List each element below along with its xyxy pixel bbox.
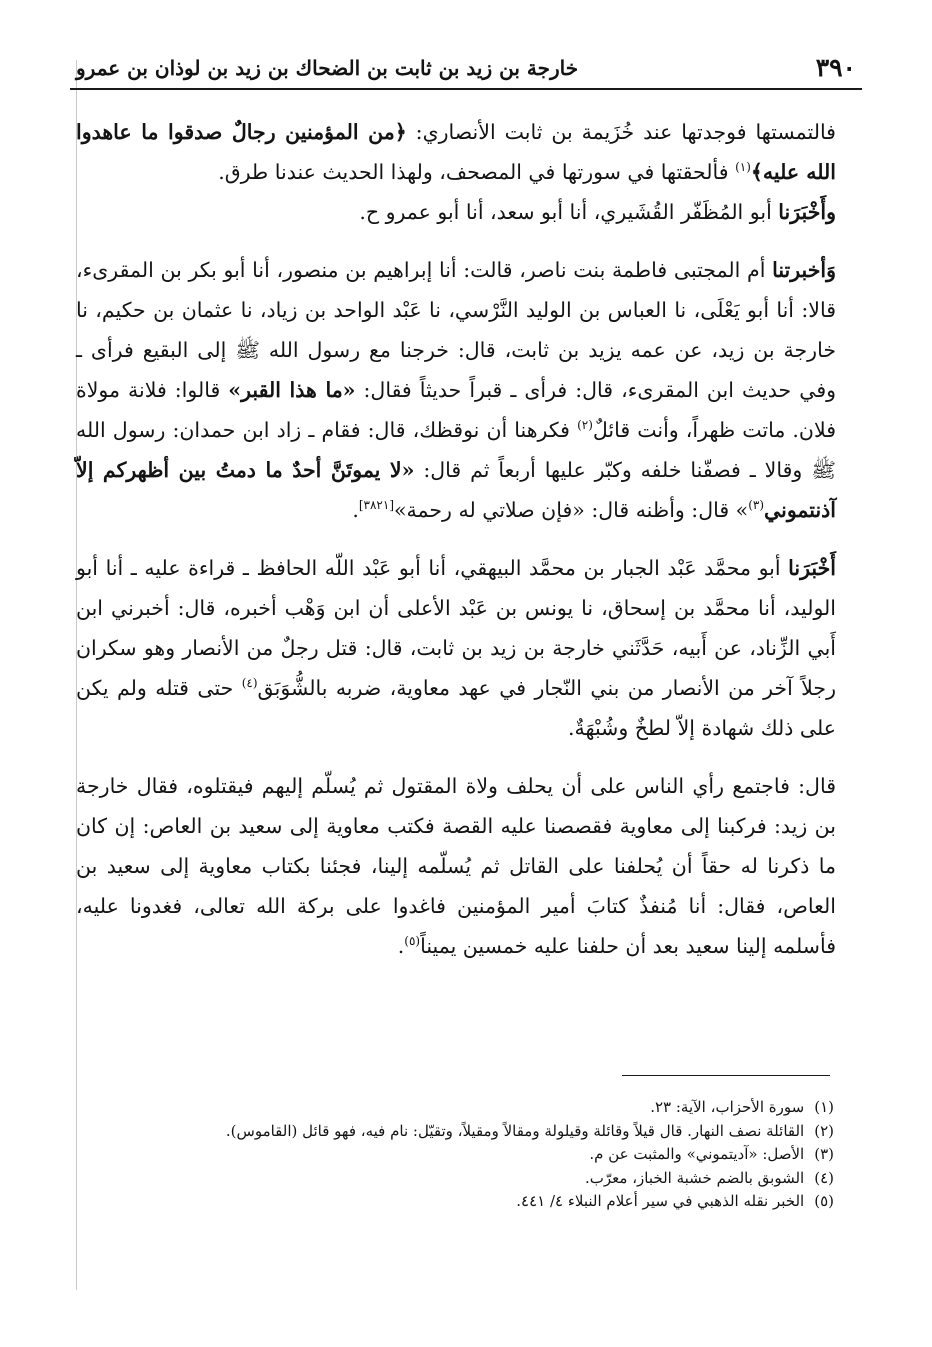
p3-text-3: فكرهنا أن نوقظك، قال: فقام ـ زاد ابن حمدان: رسول الله ﷺ وقالا ـ فصفّنا خلفه وكبّر عليها أربعاً ثم قال:	[76, 418, 836, 482]
hadith-quote-1: «ما هذا القبر»	[228, 378, 356, 402]
p3-lead: وَأخبرتنا	[772, 258, 836, 282]
footnote-text: الأصل: «آديتموني» والمثبت عن م.	[589, 1145, 805, 1163]
footnote-text: القائلة نصف النهار. قال قيلاً وقائلة وقيلولة ومقالاً ومقيلاً، وتقيّل: نام فيه، فهو قائل (القاموس).	[225, 1121, 805, 1140]
footnote-number: (٥)	[814, 1192, 834, 1210]
footnote-separator	[622, 1075, 830, 1076]
paragraph-3	[76, 250, 836, 530]
p5-text-1: قال: فاجتمع رأي الناس على أن يحلف ولاة المقتول ثم يُسلّم إليهم فيقتلوه، فقال خارجة بن زيد: فركبنا إلى معاوية فقصصنا عليه القصة فكتب معاوية إلى سعيد بن العاص: إن كان ما ذكرنا له حقاً أن يُحلفنا على القاتل ثم يُسلّمه إلينا، فجئنا بكتاب معاوية إلى سعيد بن العاص، فقال: أنا مُنفذٌ كتابَ أمير المؤمنين فاغدوا على بركة الله تعالى، فغدونا عليه، فأسلمه إلينا سعيد بعد أن حلفنا عليه خمسين يميناً	[76, 774, 836, 958]
p1-text-1: فالتمستها فوجدتها عند خُزَيمة بن ثابت الأنصاري:	[406, 120, 836, 144]
p1-text-2: فألحقتها في سورتها في المصحف، ولهذا الحديث عندنا طرق.	[218, 160, 736, 184]
page-number: ٣٩٠	[815, 53, 856, 82]
p5-end: .	[397, 934, 405, 958]
paragraph-1	[76, 112, 836, 192]
footnote-number: (٢)	[814, 1121, 834, 1140]
p4-text-1: أبو محمَّد عَبْد الجبار بن محمَّد البيهقي، أنا أبو عَبْد اللّه الحافظ ـ قراءة عليه ـ أنا أبو الوليد، أنا محمَّد بن إسحاق، نا يونس بن عَبْد الأعلى أن ابن وَهْب أخبره، قال: أخبرني ابن أَبي الزِّناد، عن أَبيه، حَدَّثَني خارجة بن زيد بن ثابت، قال: قتل رجلٌ من الأنصار وهو سكران رجلاً آخر من الأنصار من بني النّجار في عهد معاوية، ضربه بالشُّوَبَق	[76, 556, 836, 700]
page-header	[70, 48, 862, 90]
p4-lead: أَخْبَرَنا	[788, 556, 836, 580]
footnote-ref-4: (٤)	[241, 676, 258, 691]
footnote-number: (١)	[814, 1098, 834, 1116]
p2-text: أبو المُظَفّر القُشَيري، أنا أبو سعد، أنا أبو عمرو ح.	[359, 200, 779, 224]
p3-text-4: » قال: وأظنه قال: «فإن صلاتي له رحمة»	[394, 498, 749, 522]
quran-verse: ﴿من المؤمنين رجالٌ صدقوا ما عاهدوا الله عليه﴾	[76, 120, 836, 184]
footnote-number: (٤)	[814, 1168, 834, 1187]
footnote	[120, 1096, 834, 1120]
p4-text-2: حتى قتله ولم يكن على ذلك شهادة إلاّ لطخٌ وشُبْهَةٌ.	[76, 676, 836, 740]
p2-lead: وأَخْبَرَنا	[778, 200, 836, 224]
hadith-quote-2: «لا يموتَنَّ أحدٌ ما دمتُ بين أظهركم إلاّ آذنتموني	[76, 458, 836, 522]
footnotes	[120, 1096, 834, 1214]
footnote-text: الخبر نقله الذهبي في سير أعلام النبلاء ٤/ ٤٤١.	[516, 1192, 805, 1210]
paragraph-5	[76, 766, 836, 966]
footnote-text: سورة الأحزاب، الآية: ٢٣.	[650, 1098, 805, 1116]
footnote	[120, 1190, 834, 1214]
footnote-ref-3: (٣)	[748, 498, 765, 513]
paragraph-4	[76, 548, 836, 748]
hadith-number: [٣٨٢١]	[358, 498, 394, 513]
footnote	[120, 1143, 834, 1167]
footnote-ref-1: (١)	[735, 160, 751, 175]
paragraph-2	[76, 192, 836, 232]
main-text	[76, 112, 836, 966]
running-title: خارجة بن زيد بن ثابت بن الضحاك بن زيد بن لوذان بن عمرو	[76, 56, 579, 80]
p3-text-1: أم المجتبى فاطمة بنت ناصر، قالت: أنا إبراهيم بن منصور، أنا أبو بكر بن المقرىء، قالا: أنا أبو يَعْلَى، نا العباس بن الوليد النَّرْسي، نا عَبْد الواحد بن زياد، نا عثمان بن حكيم، نا خارجة بن زيد، عن عمه يزيد بن ثابت، قال: خرجنا مع رسول الله ﷺ إلى البقيع فرأى ـ وفي حديث ابن المقرىء، قال: فرأى ـ قبراً حديثاً فقال:	[76, 258, 837, 402]
footnote	[120, 1167, 834, 1191]
footnote	[120, 1120, 834, 1144]
footnote-ref-5: (٥)	[404, 934, 421, 949]
p3-text-2: قالوا: فلانة مولاة فلان. ماتت ظهراً، وأنت قائلٌ	[76, 378, 837, 442]
footnote-number: (٣)	[814, 1145, 834, 1163]
footnote-ref-2: (٢)	[577, 418, 593, 433]
p3-end: .	[352, 498, 359, 522]
footnote-text: الشوبق بالضم خشبة الخباز، معرّب.	[585, 1168, 805, 1187]
